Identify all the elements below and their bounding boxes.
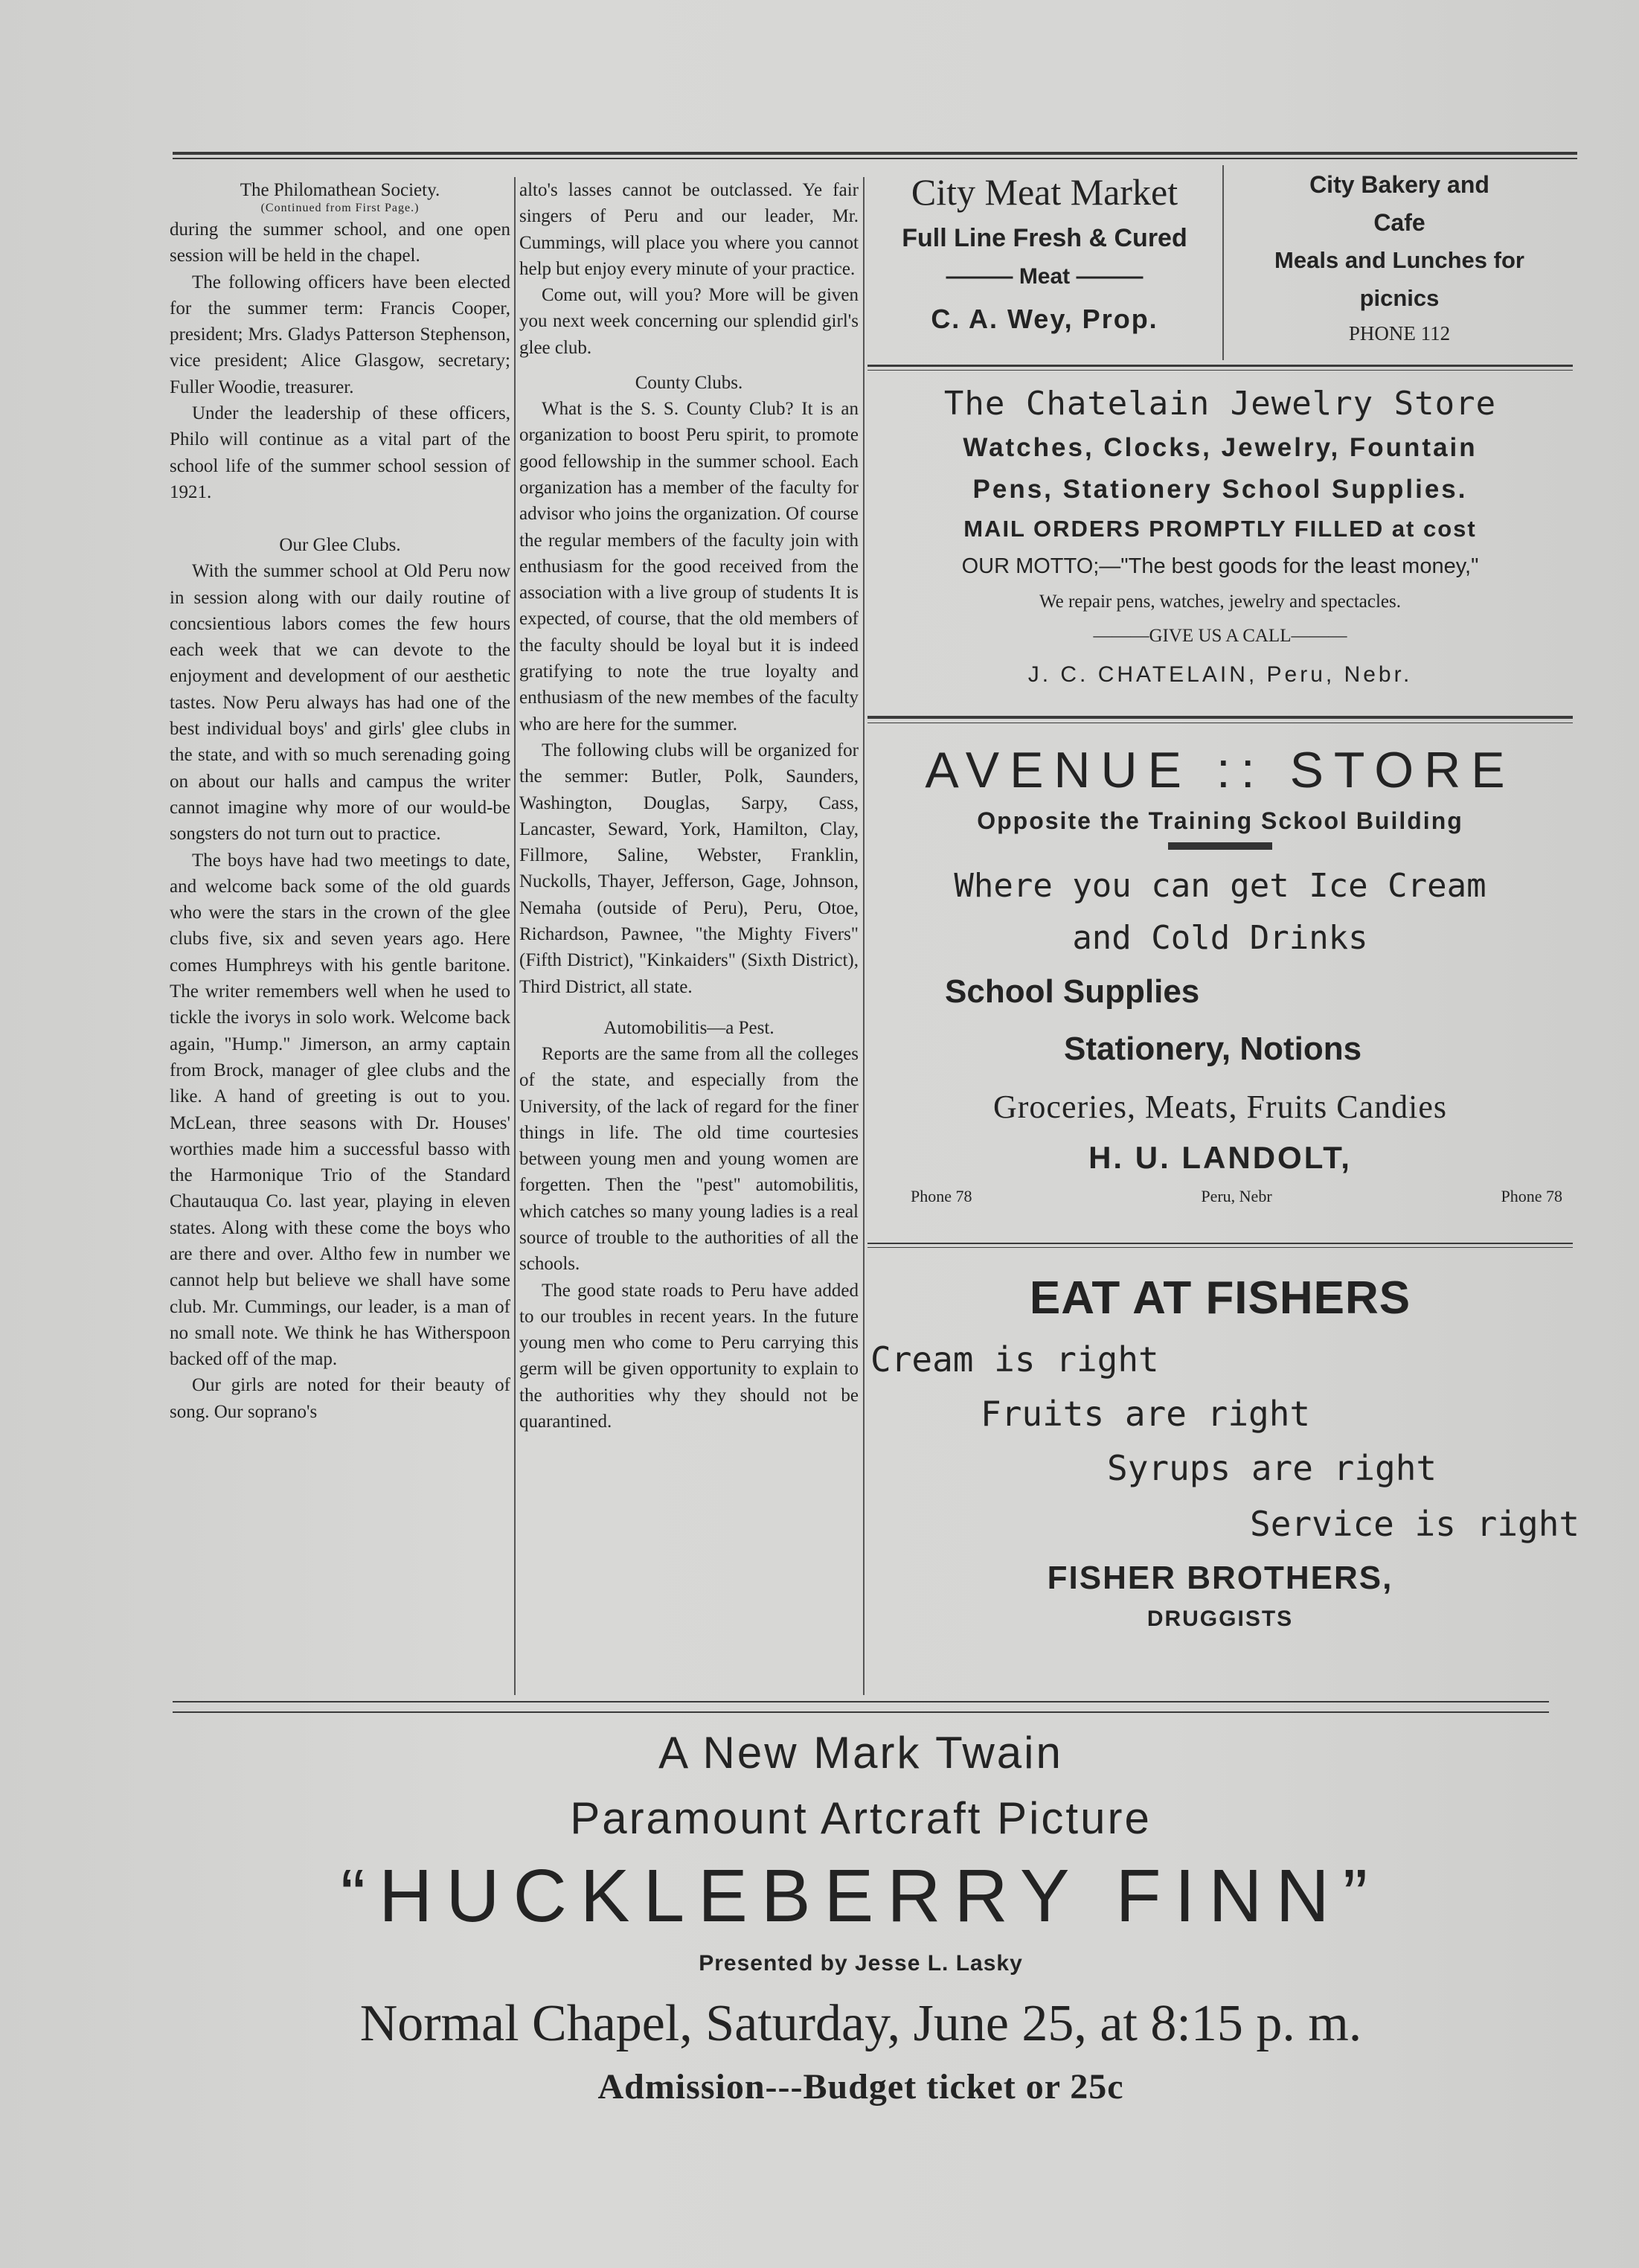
article-paragraph: Our girls are noted for their beauty of song. Our soprano's [170,1375,510,1422]
article-title-automobilitis: Automobilitis—a Pest. [603,1017,774,1038]
ad-rule [867,365,1573,367]
top-rule [173,152,1577,155]
ad-line: Groceries, Meats, Fruits Candies [993,1089,1447,1125]
ad-line: MAIL ORDERS PROMPTLY FILLED at cost [963,516,1477,542]
ad-line: and Cold Drinks [1072,919,1368,957]
ad-line: Paramount Artcraft Picture [570,1793,1152,1843]
ad-line: Pens, Stationery School Supplies. [972,475,1468,504]
column-divider [863,177,865,1695]
ad-line: Watches, Clocks, Jewelry, Fountain [963,433,1478,462]
ad-motto: OUR MOTTO;—"The best goods for the least money," [961,554,1479,578]
ad-heading: City Bakery and [1309,171,1489,198]
article-title-county-clubs: County Clubs. [635,373,743,394]
article-paragraph: What is the S. S. County Club? It is an organization to boost Peru spirit, to promote good fellowship in the summer school. Each organization has a member of the faculty for advisor who joins the organization. Of course the regular members of the faculty join with enthusiasm for the good received from the association with a live group of students It is expected, of course, that the old members of the faculty should be loyal but it is indeed gratifying to note the true loyalty and enthusiasm of the new membes of the faculty who are here for the summer. [519,399,859,734]
ad-line: Full Line Fresh & Cured [902,224,1187,252]
ad-line: Cream is right [870,1339,1159,1380]
ad-heading: City Meat Market [911,171,1178,213]
ad-line: picnics [1359,285,1440,311]
movie-title: “HUCKLEBERRY FINN” [340,1854,1382,1938]
article-paragraph: The following officers have been elected for the summer term: Francis Cooper, president; Mrs. Gladys Patterson Stephenson, vice president; Alice Glasgow, secretary; Fuller Woodie, treasurer. [170,272,510,397]
ad-owner: H. U. LANDOLT, [1088,1140,1352,1175]
ornament [1168,842,1272,850]
ad-footer [867,1180,1573,1213]
top-rule-thin [173,158,1577,159]
article-title-philomathean: The Philomathean Society. [240,180,440,200]
ad-line: A New Mark Twain [658,1728,1063,1778]
ad-line: Syrups are right [1107,1448,1437,1488]
column-left [170,177,510,1425]
ad-phone: Phone 78 [911,1187,972,1205]
ad-heading: AVENUE :: STORE [925,742,1515,798]
ad-name: FISHER BROTHERS, [1047,1560,1393,1596]
ad-line: ——— Meat ——— [946,264,1144,289]
ad-heading: The Chatelain Jewelry Store [943,385,1497,423]
ad-line: Meals and Lunches for [1274,247,1524,273]
ad-heading: EAT AT FISHERS [1029,1272,1411,1324]
ad-date-time: Normal Chapel, Saturday, June 25, at 8:15 p. m. [359,1995,1362,2052]
ad-line: ———GIVE US A CALL——— [1093,626,1347,646]
ad-town: Peru, Nebr [1201,1187,1272,1205]
ad-phone: Phone 78 [1501,1187,1562,1205]
ad-owner: J. C. CHATELAIN, Peru, Nebr. [1027,662,1413,687]
column-middle [519,177,859,1435]
ad-presented: Presented by Jesse L. Lasky [699,1951,1023,1976]
ad-proprietor: C. A. Wey, Prop. [931,304,1158,334]
ad-line: School Supplies [945,973,1200,1010]
ad-chatelain-jewelry [867,381,1573,696]
ad-rule-thin [867,370,1573,371]
ad-fisher-brothers [867,1265,1580,1634]
column-divider [514,177,516,1695]
ad-huckleberry-finn [173,1719,1549,2112]
ad-phone: PHONE 112 [1348,322,1451,345]
ad-line: Service is right [1250,1504,1580,1544]
article-paragraph: during the summer school, and one open session will be held in the chapel. [170,220,510,266]
ad-rule [867,1243,1573,1244]
ad-rule-thin [867,1247,1573,1248]
ad-city-bakery [1226,165,1573,350]
ad-divider [1222,165,1224,360]
article-title-glee-clubs: Our Glee Clubs. [279,535,401,556]
article-paragraph: Come out, will you? More will be given you next week concerning our splendid girl's glee club. [519,285,859,358]
ad-subheading: DRUGGISTS [1146,1606,1294,1631]
ad-line: Fruits are right [981,1394,1311,1434]
ad-line: Stationery, Notions [1064,1031,1362,1067]
article-paragraph: With the summer school at Old Peru now in session along with our daily routine of concsientious labors comes the few hours each week that we can devote to the enjoyment and development of our aesthetic tastes. Now Peru always has had one of the best individual boys' and girls' glee clubs in the state, and with so much serenading going on about our halls and campus the writer cannot imagine why more of our would-be songsters do not turn out to practice. [170,561,510,845]
ad-line: We repair pens, watches, jewelry and spectacles. [1039,592,1401,612]
article-paragraph: The boys have had two meetings to date, and welcome back some of the old guards who were the stars in the crown of the glee clubs five, six and seven years ago. Here comes Humphreys with his gentle baritone. The writer remembers well when he used to tickle the ivorys in solo work. Welcome back again, "Hump." Jimerson, an army captain from Brock, manager of glee clubs and the like. A hand of greeting is out to you. McLean, three seasons with Dr. Houses' worthies made him a successful basso with the Harmonique Trio of the Standard Chautauqua Co. last year, playing in eleven states. Along with these come the boys who are there and over. Altho few in number we cannot help but believe we shall have some club. Mr. Cummings, our leader, is a man of no small note. We think he has Witherspoon backed off of the map. [170,850,510,1370]
ad-avenue-store [867,737,1573,1213]
article-paragraph: The following clubs will be organized for the semmer: Butler, Polk, Saunders, Washington, Douglas, Sarpy, Cass, Lancaster, Seward, York, Hamilton, Clay, Fillmore, Saline, Webster, Franklin, Nuckolls, Thayer, Jefferson, Gage, Johnson, Nemaha (outside of Peru), Peru, Otoe, Richardson, Pawnee, "the Mighty Fivers" (Fifth District), "Kinkaiders" (Sixth District), Third District, all state. [519,740,859,997]
article-paragraph: alto's lasses cannot be outclassed. Ye fair singers of Peru and our leader, Mr. Cummings, will place you where you cannot help but enjoy every minute of your practice. [519,180,859,279]
ad-line: Where you can get Ice Cream [954,867,1486,905]
article-paragraph: Under the leadership of these officers, Philo will continue as a vital part of the school life of the summer school session of 1921. [170,403,510,502]
ad-rule [867,716,1573,719]
article-paragraph: The good state roads to Peru have added to our troubles in recent years. In the future young men who come to Peru carrying this germ will be given opportunity to explain to the authorities why they should not be quarantined. [519,1280,859,1432]
bottom-rule [173,1701,1549,1702]
ad-heading: Cafe [1373,209,1425,236]
ad-admission: Admission---Budget ticket or 25c [597,2067,1124,2107]
continued-note: (Continued from First Page.) [260,202,420,214]
bottom-rule-thin [173,1711,1549,1713]
ad-subheading: Opposite the Training Sckool Building [977,807,1463,834]
article-paragraph: Reports are the same from all the colleges of the state, and especially from the University, of the lack of regard for the finer things in life. The old time courtesies between young men and young women are forgetten. Then the "pest" automobilitis, which catches so many young ladies is a real source of trouble to the authorities of all the schools. [519,1043,859,1275]
ad-city-meat-market [867,165,1222,342]
